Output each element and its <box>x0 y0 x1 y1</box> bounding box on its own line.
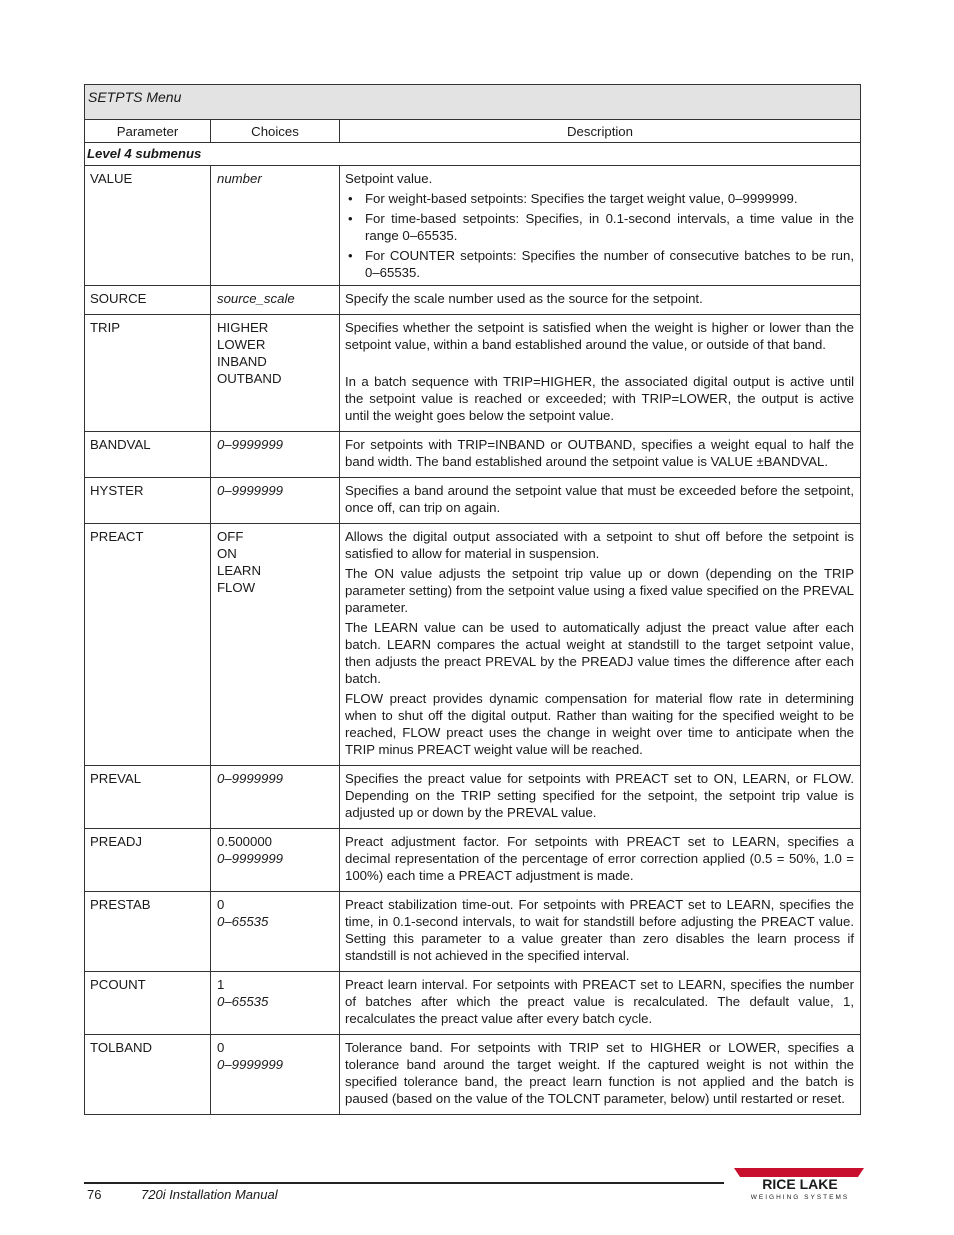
footer-page-number: 76 <box>87 1187 102 1202</box>
choice-value: LEARN <box>217 563 261 578</box>
choice-range: 0–9999999 <box>217 483 284 498</box>
logo-wordmark: RICE LAKE <box>762 1176 838 1192</box>
description-paragraph: The ON value adjusts the setpoint trip value up or down (depending on the TRIP parameter setting) from the setpoint value using a fixed value specified on the PREVAL parameter. <box>345 566 855 615</box>
description-cell <box>340 766 861 829</box>
choices-cell <box>211 166 340 286</box>
description-cell <box>340 972 861 1035</box>
description-paragraph: For setpoints with TRIP=INBAND or OUTBAND, specifies a weight equal to half the band width. The band established around the setpoint value is VALUE ±BANDVAL. <box>345 437 855 469</box>
parameter-cell: VALUE <box>85 166 211 286</box>
table-row <box>85 478 861 524</box>
submenu-label: Level 4 submenus <box>85 143 861 166</box>
choice-value: 1 <box>217 977 225 992</box>
parameter-cell: PREACT <box>85 524 211 766</box>
choice-value: HIGHER <box>217 320 269 335</box>
description-paragraph: In a batch sequence with TRIP=HIGHER, the associated digital output is active until the setpoint value is reached or exceeded; with TRIP=LOWER, the output is active until the weight goes below the setpoint value. <box>345 374 855 423</box>
choices-cell <box>211 892 340 972</box>
description-paragraph: Allows the digital output associated with a setpoint to shut off before the setpoint is satisfied to allow for material in suspension. <box>345 529 855 561</box>
table-row <box>85 286 861 315</box>
description-paragraph: The LEARN value can be used to automatically adjust the preact value after each batch. LEARN compares the actual weight at standstill to the target setpoint value, then adjusts the preact PREVAL by the PREADJ value times the difference after each batch. <box>345 620 855 686</box>
parameter-cell: HYSTER <box>85 478 211 524</box>
description-cell <box>340 1035 861 1115</box>
choice-range: number <box>217 171 262 186</box>
footer-rule <box>84 1182 724 1184</box>
choice-value: ON <box>217 546 237 561</box>
table-row <box>85 315 861 432</box>
table-title: SETPTS Menu <box>85 85 861 120</box>
description-cell <box>340 892 861 972</box>
description-cell <box>340 524 861 766</box>
choice-value: OFF <box>217 529 244 544</box>
table-row <box>85 892 861 972</box>
description-paragraph: Preact adjustment factor. For setpoints with PREACT set to LEARN, specifies a decimal representation of the percentage of error correction applied (0.5 = 50%, 1.0 = 100%) each time a PREACT adjustment is made. <box>345 834 855 883</box>
choice-range: 0–9999999 <box>217 771 284 786</box>
bullet-icon: • <box>348 211 353 226</box>
description-paragraph: Preact learn interval. For setpoints with PREACT set to LEARN, specifies the number of batches after which the preact value is recalculated. The default value, 1, recalculates the preact value after every batch cycle. <box>345 977 855 1026</box>
parameter-cell: PRESTAB <box>85 892 211 972</box>
choice-range: 0–9999999 <box>217 851 284 866</box>
parameter-cell: PREADJ <box>85 829 211 892</box>
description-cell <box>340 166 861 286</box>
setpts-menu-table <box>84 84 861 1115</box>
description-cell <box>340 286 861 315</box>
header-choices: Choices <box>211 120 340 143</box>
description-paragraph: Tolerance band. For setpoints with TRIP set to HIGHER or LOWER, specifies a tolerance band around the target weight. If the captured weight is not within the specified tolerance band, the preact learn function is not applied and the batch is paused (based on the value of the TOLCNT parameter, below) until restarted or reset. <box>345 1040 855 1106</box>
description-cell <box>340 478 861 524</box>
description-paragraph: Specifies whether the setpoint is satisfied when the weight is higher or lower than the setpoint value, within a band established around the value, or outside of that band. <box>345 320 855 352</box>
choices-cell <box>211 766 340 829</box>
parameter-cell: TOLBAND <box>85 1035 211 1115</box>
bullet-item <box>345 210 854 244</box>
choices-cell <box>211 286 340 315</box>
table-row <box>85 829 861 892</box>
table-row <box>85 766 861 829</box>
table-row <box>85 972 861 1035</box>
choice-value: INBAND <box>217 354 267 369</box>
choice-range: 0–9999999 <box>217 437 284 452</box>
description-paragraph: Specify the scale number used as the source for the setpoint. <box>345 291 703 306</box>
description-paragraph: Specifies a band around the setpoint value that must be exceeded before the setpoint, once off, can trip on again. <box>345 483 855 515</box>
choices-cell <box>211 524 340 766</box>
bullet-text: For weight-based setpoints: Specifies the target weight value, 0–9999999. <box>365 191 798 206</box>
choices-cell <box>211 1035 340 1115</box>
choice-value: 0.500000 <box>217 834 273 849</box>
choice-value: 0 <box>217 897 225 912</box>
logo-tagline: WEIGHING SYSTEMS <box>750 1194 850 1201</box>
parameter-cell: PCOUNT <box>85 972 211 1035</box>
bullet-icon: • <box>348 191 353 206</box>
table-row <box>85 166 861 286</box>
description-cell <box>340 315 861 432</box>
footer-manual-title: 720i Installation Manual <box>141 1187 278 1202</box>
description-paragraph: Preact stabilization time-out. For setpoints with PREACT set to LEARN, specifies the time, in 0.1-second intervals, to wait for standstill before adjusting the PREACT value. Setting this parameter to a value greater than zero disables the learn process if standstill is not achieved in the specified interval. <box>345 897 855 963</box>
header-description: Description <box>340 120 861 143</box>
table-row <box>85 524 861 766</box>
choices-cell <box>211 432 340 478</box>
bullet-list <box>345 190 854 281</box>
choice-range: 0–65535 <box>217 994 269 1009</box>
choices-cell <box>211 315 340 432</box>
choices-cell <box>211 829 340 892</box>
bullet-text: For COUNTER setpoints: Specifies the number of consecutive batches to be run, 0–65535. <box>365 248 855 280</box>
bullet-icon: • <box>348 248 353 263</box>
choice-value: 0 <box>217 1040 225 1055</box>
description-paragraph: FLOW preact provides dynamic compensation for material flow rate in determining when to shut off the digital output. Rather than waiting for the specified weight to be reached, FLOW preact uses the change in weight over time to anticipate when the TRIP minus PREACT weight value will be reached. <box>345 691 855 757</box>
description-paragraph: Specifies the preact value for setpoints with PREACT set to ON, LEARN, or FLOW. Depending on the TRIP setting specified for the setpoint, the setpoint trip value is adjusted up or down by the PREVAL value. <box>345 771 855 820</box>
choice-range: 0–9999999 <box>217 1057 284 1072</box>
bullet-item <box>345 190 854 207</box>
parameter-cell: TRIP <box>85 315 211 432</box>
bullet-item <box>345 247 854 281</box>
description-cell <box>340 829 861 892</box>
parameter-cell: SOURCE <box>85 286 211 315</box>
parameter-cell: PREVAL <box>85 766 211 829</box>
bullet-text: For time-based setpoints: Specifies, in 0.1-second intervals, a time value in the range 0–65535. <box>365 211 855 243</box>
choices-cell <box>211 972 340 1035</box>
choice-range: 0–65535 <box>217 914 269 929</box>
choice-value: LOWER <box>217 337 266 352</box>
choice-range: source_scale <box>217 291 295 306</box>
choice-value: FLOW <box>217 580 256 595</box>
rice-lake-logo <box>730 1165 870 1205</box>
parameter-cell: BANDVAL <box>85 432 211 478</box>
description-paragraph: Setpoint value. <box>345 171 433 186</box>
choices-cell <box>211 478 340 524</box>
table-row <box>85 432 861 478</box>
table-row <box>85 1035 861 1115</box>
description-cell <box>340 432 861 478</box>
choice-value: OUTBAND <box>217 371 282 386</box>
header-parameter: Parameter <box>85 120 211 143</box>
